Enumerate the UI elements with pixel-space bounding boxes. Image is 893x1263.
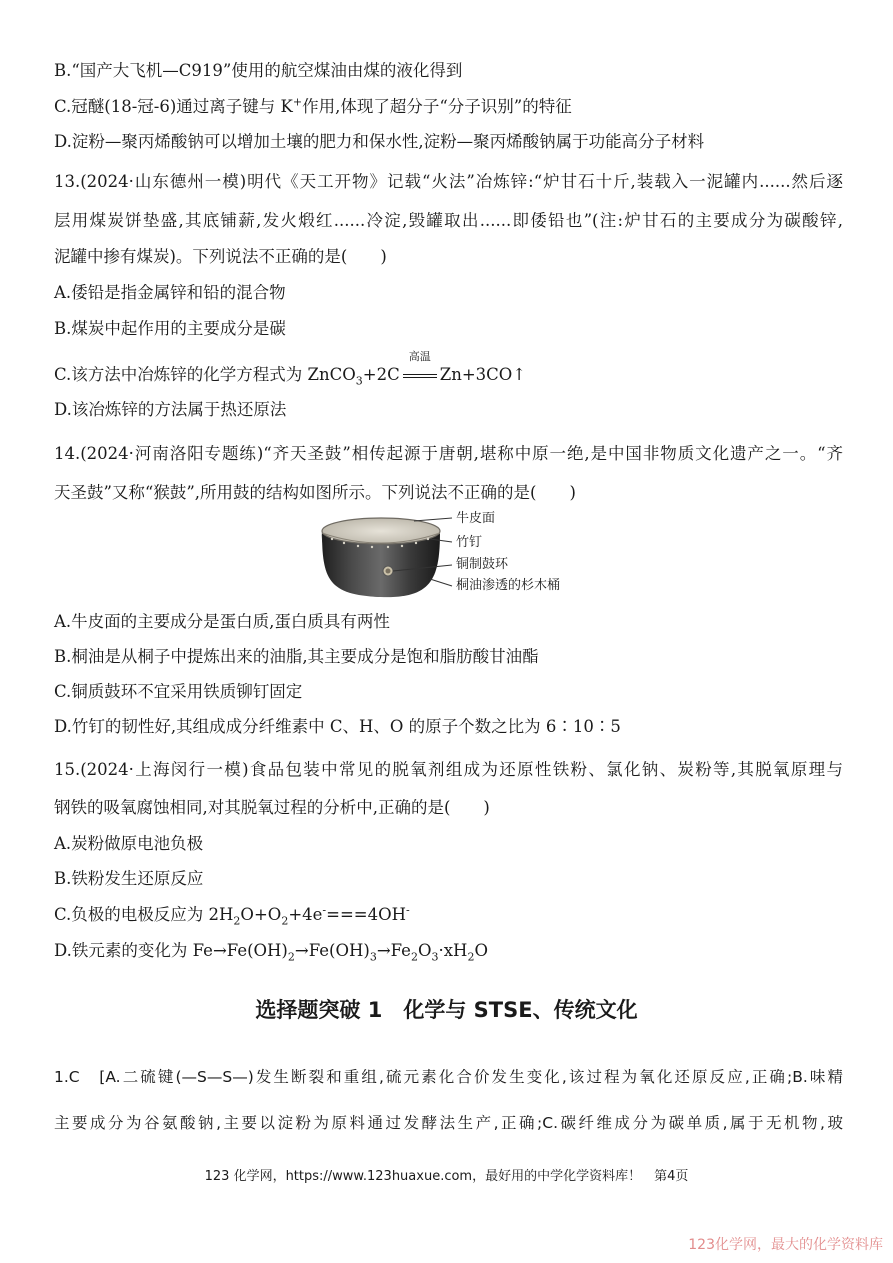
q15-d-sub: 3	[431, 950, 439, 964]
q14-stem-line-2: 天圣鼓”又称“猴鼓”,所用鼓的结构如图所示。下列说法不正确的是( )	[54, 483, 576, 502]
q15-d-sub: 2	[287, 950, 295, 964]
q13-option-c-sub: 3	[355, 374, 363, 388]
q15-d-part: O	[474, 941, 488, 960]
q14-option-a: A.牛皮面的主要成分是蛋白质,蛋白质具有两性	[54, 612, 390, 631]
q15-option-b: B.铁粉发生还原反应	[54, 869, 204, 888]
figure-label-copper-ring: 铜制鼓环	[456, 557, 509, 572]
q15-d-sub: 2	[467, 950, 475, 964]
q15-option-a: A.炭粉做原电池负极	[54, 834, 204, 853]
q15-c-part: O+O	[240, 905, 282, 924]
q13-equation-sign	[401, 349, 439, 387]
q13-option-c-products: Zn+3CO↑	[439, 365, 527, 384]
q15-d-part: ·xH	[438, 941, 468, 960]
q15-c-sub: 2	[281, 914, 289, 928]
q14-option-c: C.铜质鼓环不宜采用铁质铆钉固定	[54, 682, 303, 701]
q13-option-c-text: C.该方法中冶炼锌的化学方程式为 ZnCO	[54, 365, 356, 384]
q13-option-b: B.煤炭中起作用的主要成分是碳	[54, 319, 286, 338]
figure-label-wooden-barrel: 桐油渗透的杉木桶	[456, 578, 561, 593]
q15-d-sub: 3	[369, 950, 377, 964]
q15-c-sup: -	[322, 903, 327, 917]
q15-c-sub: 2	[233, 914, 241, 928]
q12-option-c-charge: +	[292, 95, 303, 109]
q15-d-part: D.铁元素的变化为 Fe→Fe(OH)	[54, 941, 288, 960]
answer-line-1: 1.C [A.二硫键(—S—S—)发生断裂和重组,硫元素化合价发生变化,该过程为氧化还原反应,正确;B.味精	[54, 1068, 843, 1086]
q13-option-a: A.倭铅是指金属锌和铅的混合物	[54, 283, 286, 302]
leader-line-drumhead	[414, 518, 452, 521]
q13-option-c-reactant: +2C	[362, 365, 400, 384]
q12-option-b: B.“国产大飞机—C919”使用的航空煤油由煤的液化得到	[54, 61, 463, 80]
q12-option-c	[54, 96, 843, 118]
q13-option-c	[54, 349, 843, 388]
q12-option-d: D.淀粉—聚丙烯酸钠可以增加土壤的肥力和保水性,淀粉—聚丙烯酸钠属于功能高分子材料	[54, 132, 705, 151]
q15-d-part: O	[417, 941, 432, 960]
q15-option-d	[54, 940, 843, 962]
q13-reaction-condition: 高温	[408, 349, 431, 363]
q14-option-b: B.桐油是从桐子中提炼出来的油脂,其主要成分是饱和脂肪酸甘油酯	[54, 647, 539, 666]
q15-d-part: →Fe(OH)	[294, 941, 370, 960]
q15-d-part: →Fe	[376, 941, 411, 960]
q13-stem-line-1: 13.(2024·山东德州一模)明代《天工开物》记载“火法”冶炼锌:“炉甘石十斤,装载入一泥罐内......然后逐	[54, 172, 843, 191]
leader-line-wooden-barrel	[430, 579, 452, 586]
answer-line-2: 主要成分为谷氨酸钠,主要以淀粉为原料通过发酵法生产,正确;C.碳纤维成分为碳单质,属于无机物,玻	[54, 1114, 843, 1132]
q15-c-part: ===4OH	[326, 905, 407, 924]
q13-stem-line-3: 泥罐中掺有煤炭)。下列说法不正确的是( )	[54, 247, 387, 266]
q15-c-sup: -	[406, 903, 410, 917]
figure-label-bamboo-nail: 竹钉	[456, 535, 483, 550]
q15-option-c	[54, 904, 843, 926]
q15-d-sub: 2	[410, 950, 418, 964]
q15-stem-line-2: 钢铁的吸氧腐蚀相同,对其脱氧过程的分析中,正确的是( )	[54, 798, 490, 817]
q15-stem-line-1: 15.(2024·上海闵行一模)食品包装中常见的脱氧剂组成为还原性铁粉、氯化钠、炭粉等,其脱氧原理与	[54, 760, 843, 779]
page-footer: 123 化学网，https://www.123huaxue.com，最好用的中学化学资料库！ 第4页	[204, 1169, 689, 1184]
q12-option-c-text-rest: 作用,体现了超分子“分子识别”的特征	[302, 97, 572, 116]
q14-stem-line-1: 14.(2024·河南洛阳专题练)“齐天圣鼓”相传起源于唐朝,堪称中原一绝,是中国非物质文化遗产之一。“齐	[54, 444, 843, 463]
q15-c-part: +4e	[288, 905, 323, 924]
figure-label-drumhead: 牛皮面	[456, 511, 496, 526]
q15-c-part: C.负极的电极反应为 2H	[54, 905, 234, 924]
q12-option-c-text: C.冠醚(18-冠-6)通过离子键与 K	[54, 97, 293, 116]
q14-option-d: D.竹钉的韧性好,其组成成分纤维素中 C、H、O 的原子个数之比为 6∶10∶5	[54, 717, 621, 736]
q13-option-d: D.该冶炼锌的方法属于热还原法	[54, 400, 287, 419]
watermark: 123化学网，最大的化学资料库	[688, 1237, 883, 1253]
section-title: 选择题突破 1 化学与 STSE、传统文化	[255, 998, 638, 1022]
q13-stem-line-2: 层用煤炭饼垫盛,其底铺薪,发火煅红......冷淀,毁罐取出......即倭铅也”(注:炉甘石的主要成分为碳酸锌,	[54, 211, 843, 230]
